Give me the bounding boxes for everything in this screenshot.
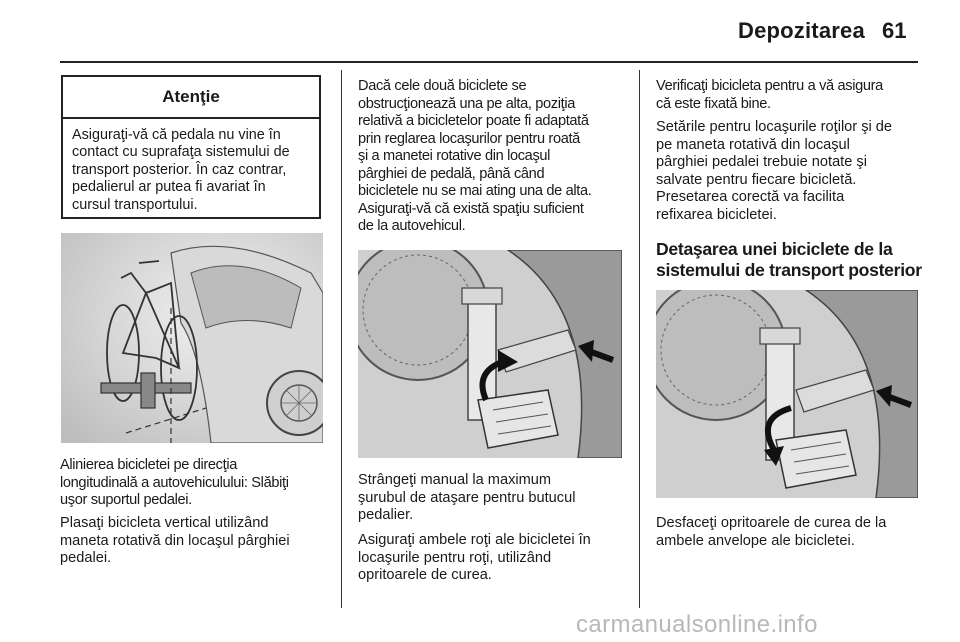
text-line: pedalier. [358,507,414,523]
pedal-clamp-illustration [358,250,622,458]
column-divider [639,70,640,608]
text-line: Desfaceţi opritoarele de curea de la [656,515,887,531]
text-line: Setările pentru locaşurile roţilor şi de [656,119,893,135]
text-line: şi a manetei rotative din locaşul [358,148,551,164]
text-line: maneta rotativă din locaşul pârghiei [60,532,290,549]
section-heading [656,239,922,281]
instruction-paragraph [656,515,886,550]
column-divider [341,70,342,608]
text-line: opritoarele de curea. [358,567,492,583]
header-divider [60,61,918,63]
watermark-text: carmanualsonline.info [576,611,818,638]
text-line: pe maneta rotativă din locaşul [656,136,850,153]
text-line: obstrucţionează una pe alta, poziţia [358,95,576,112]
warning-line: contact cu suprafaţa sistemului de [72,144,290,161]
instruction-paragraph [60,515,290,568]
text-line: longitudinală a autovehiculului: Slăbiţi [60,474,289,491]
instruction-paragraph [358,472,575,525]
text-line: Presetarea corectă va facilita [656,189,845,205]
instruction-paragraph [656,78,883,113]
warning-heading: Atenţie [63,77,319,119]
text-line: prin reglarea locaşurilor pentru roată [358,130,580,147]
text-line: Dacă cele două biciclete se [358,78,527,94]
warning-line: pedalierul ar putea fi avariat în [72,179,266,196]
instruction-paragraph [358,78,591,236]
text-line: refixarea bicicletei. [656,206,777,223]
text-line: pârghiei pedalei trebuie notate şi [656,154,867,170]
text-line: salvate pentru fiecare bicicletă. [656,171,857,188]
warning-line: cursul transportului. [72,196,198,213]
text-line: Strângeţi manual la maximum [358,472,552,488]
text-line: pedalei. [60,550,112,566]
text-line: pârghiei de pedală, până când [358,165,545,182]
text-line: bicicletele nu se mai ating una de alta. [358,183,592,199]
warning-line: Asiguraţi-vă că pedala nu vine în [72,127,281,143]
heading-line: sistemului de transport posterior [656,260,922,280]
bike-on-carrier-illustration [61,233,323,443]
warning-text [63,119,319,222]
instruction-paragraph [60,457,289,510]
instruction-paragraph [656,119,892,224]
detach-bike-illustration [656,290,918,498]
text-line: că este fixată bine. [656,95,771,112]
text-line: Alinierea bicicletei pe direcţia [60,457,237,473]
page-number: 61 [882,18,907,43]
text-line: şurubul de ataşare pentru butucul [358,489,576,506]
text-line: Plasaţi bicicleta vertical utilizând [60,515,269,531]
text-line: Verificaţi bicicleta pentru a vă asigura [656,78,883,94]
text-line: relativă a bicicletelor poate fi adaptată [358,113,589,129]
warning-line: transport posterior. În caz contrar, [72,161,287,178]
text-line: locaşurile pentru roţi, utilizând [358,549,552,566]
text-line: Asiguraţi ambele roţi ale bicicletei în [358,532,591,548]
text-line: de la autovehicul. [358,218,466,234]
text-line: uşor suportul pedalei. [60,492,192,508]
text-line: Asiguraţi-vă că există spaţiu suficient [358,200,584,217]
page-section-title: Depozitarea [738,18,865,43]
warning-box [61,75,321,219]
text-line: ambele anvelope ale bicicletei. [656,532,855,549]
instruction-paragraph [358,532,591,585]
heading-line: Detaşarea unei biciclete de la [656,239,893,259]
